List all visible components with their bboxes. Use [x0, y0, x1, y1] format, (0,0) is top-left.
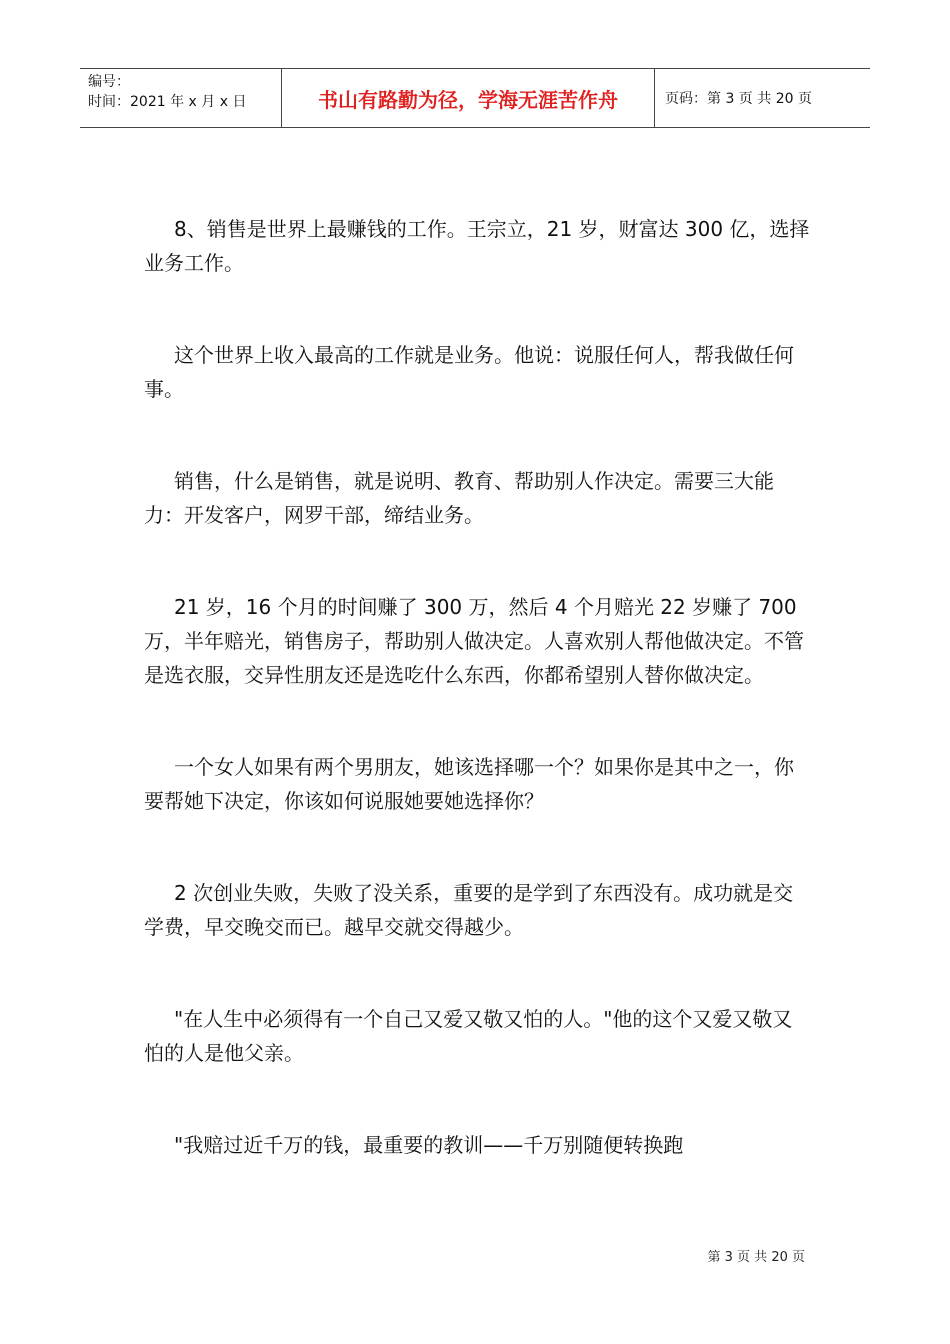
header-motto: 书山有路勤为径，学海无涯苦作舟: [282, 69, 655, 127]
paragraph: "我赔过近千万的钱，最重要的教训——千万别随便转换跑: [174, 1133, 684, 1157]
header-meta: [80, 69, 282, 127]
header-page-label: 页码：第 3 页 共 20 页: [665, 91, 812, 107]
paragraph: 销售，什么是销售，就是说明、教育、帮助别人作决定。需要三大能力：开发客户，网罗干部，缔结业务。: [144, 469, 774, 527]
paragraph: 一个女人如果有两个男朋友，她该选择哪一个？如果你是其中之一，你要帮她下决定，你该如何说服她要她选择你？: [144, 755, 794, 813]
paragraph: 2 次创业失败，失败了没关系，重要的是学到了东西没有。成功就是交学费，早交晚交而已。越早交就交得越少。: [144, 881, 794, 939]
doc-number-label: 编号：: [88, 74, 130, 90]
paragraph: 21 岁，16 个月的时间赚了 300 万，然后 4 个月赔光 22 岁赚了 700 万，半年赔光，销售房子，帮助别人做决定。人喜欢别人帮他做决定。不管是选衣服，交异性朋友还是选吃什么东西，你都希望别人替你做决定。: [144, 595, 804, 687]
paragraph: 8、销售是世界上最赚钱的工作。王宗立，21 岁，财富达 300 亿，选择业务工作。: [144, 217, 810, 275]
paragraph: 这个世界上收入最高的工作就是业务。他说：说服任何人，帮我做任何事。: [144, 343, 794, 401]
document-body: [144, 212, 812, 1220]
doc-time-label: 时间：2021 年 x 月 x 日: [88, 94, 247, 110]
paragraph: "在人生中必须得有一个自己又爱又敬又怕的人。"他的这个又爱又敬又怕的人是他父亲。: [144, 1007, 793, 1065]
page-header: [80, 68, 870, 128]
page-footer: 第 3 页 共 20 页: [707, 1250, 805, 1265]
